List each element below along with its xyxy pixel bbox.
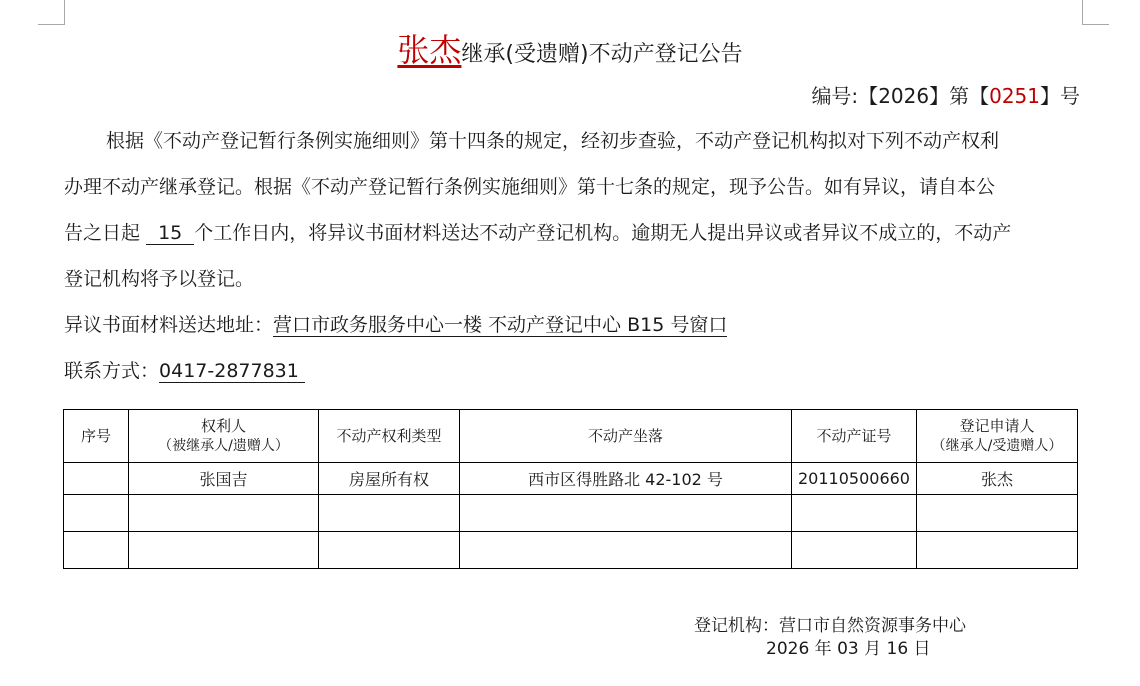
notice-body (64, 118, 1084, 302)
cell-holder: 张国吉 (129, 463, 319, 495)
body-line-1: 根据《不动产登记暂行条例实施细则》第十四条的规定，经初步查验，不动产登记机构拟对下列不动产权利 (106, 130, 1000, 152)
address-label: 异议书面材料送达地址： (64, 314, 274, 336)
contact-label: 联系方式： (64, 360, 160, 382)
docno-prefix: 编号:【 (811, 84, 879, 108)
docno-number: 0251 (989, 84, 1040, 108)
objection-days: 15 (146, 222, 194, 245)
header-holder (129, 410, 319, 463)
docno-year: 2026 (878, 84, 930, 108)
registration-agency: 登记机构：营口市自然资源事务中心 (694, 616, 966, 636)
table-row-empty (64, 495, 1078, 532)
cell-seq (64, 463, 129, 495)
header-holder-sub: （被继承人/遗赠人） (158, 438, 289, 454)
notice-title (0, 30, 1140, 75)
body-line-4: 登记机构将予以登记。 (64, 268, 255, 290)
header-seq: 序号 (64, 410, 129, 463)
body-line-3-end: 个工作日内，将异议书面材料送达不动产登记机构。逾期无人提出异议或者异议不成立的，不动产 (194, 222, 1012, 244)
header-cert: 不动产证号 (792, 410, 917, 463)
cell-cert: 20110500660 (792, 463, 917, 495)
table-header-row (64, 410, 1078, 463)
property-table (63, 409, 1078, 569)
docno-middle: 】第【 (929, 84, 990, 108)
header-type: 不动产权利类型 (319, 410, 460, 463)
header-applicant-main: 登记申请人 (959, 417, 1035, 435)
header-holder-main: 权利人 (200, 417, 246, 435)
cell-type: 房屋所有权 (319, 463, 460, 495)
contact-value: 0417-2877831 (159, 360, 299, 382)
header-location: 不动产坐落 (460, 410, 792, 463)
body-line-2: 办理不动产继承登记。根据《不动产登记暂行条例实施细则》第十七条的规定，现予公告。如有异议，请自本公 (64, 176, 996, 198)
page-corner-mark-left (38, 0, 65, 25)
title-person-name: 张杰 (397, 31, 462, 69)
address-value: 营口市政务服务中心一楼 不动产登记中心 B15 号窗口 (273, 314, 728, 336)
objection-address (64, 311, 727, 339)
table-row-empty (64, 532, 1078, 569)
page-corner-mark-right (1082, 0, 1109, 25)
table-row (64, 463, 1078, 495)
document-number (811, 82, 1080, 110)
cell-location: 西市区得胜路北 42-102 号 (460, 463, 792, 495)
notice-date: 2026 年 03 月 16 日 (766, 639, 931, 659)
title-text: 继承(受遗赠)不动产登记公告 (461, 42, 743, 67)
body-line-3 (64, 210, 1084, 256)
header-applicant (917, 410, 1078, 463)
cell-applicant: 张杰 (917, 463, 1078, 495)
contact-info (64, 357, 305, 385)
docno-suffix: 】号 (1040, 84, 1080, 108)
header-applicant-sub: （继承人/受遗赠人） (931, 438, 1063, 454)
body-line-3-start: 告之日起 (64, 222, 141, 244)
